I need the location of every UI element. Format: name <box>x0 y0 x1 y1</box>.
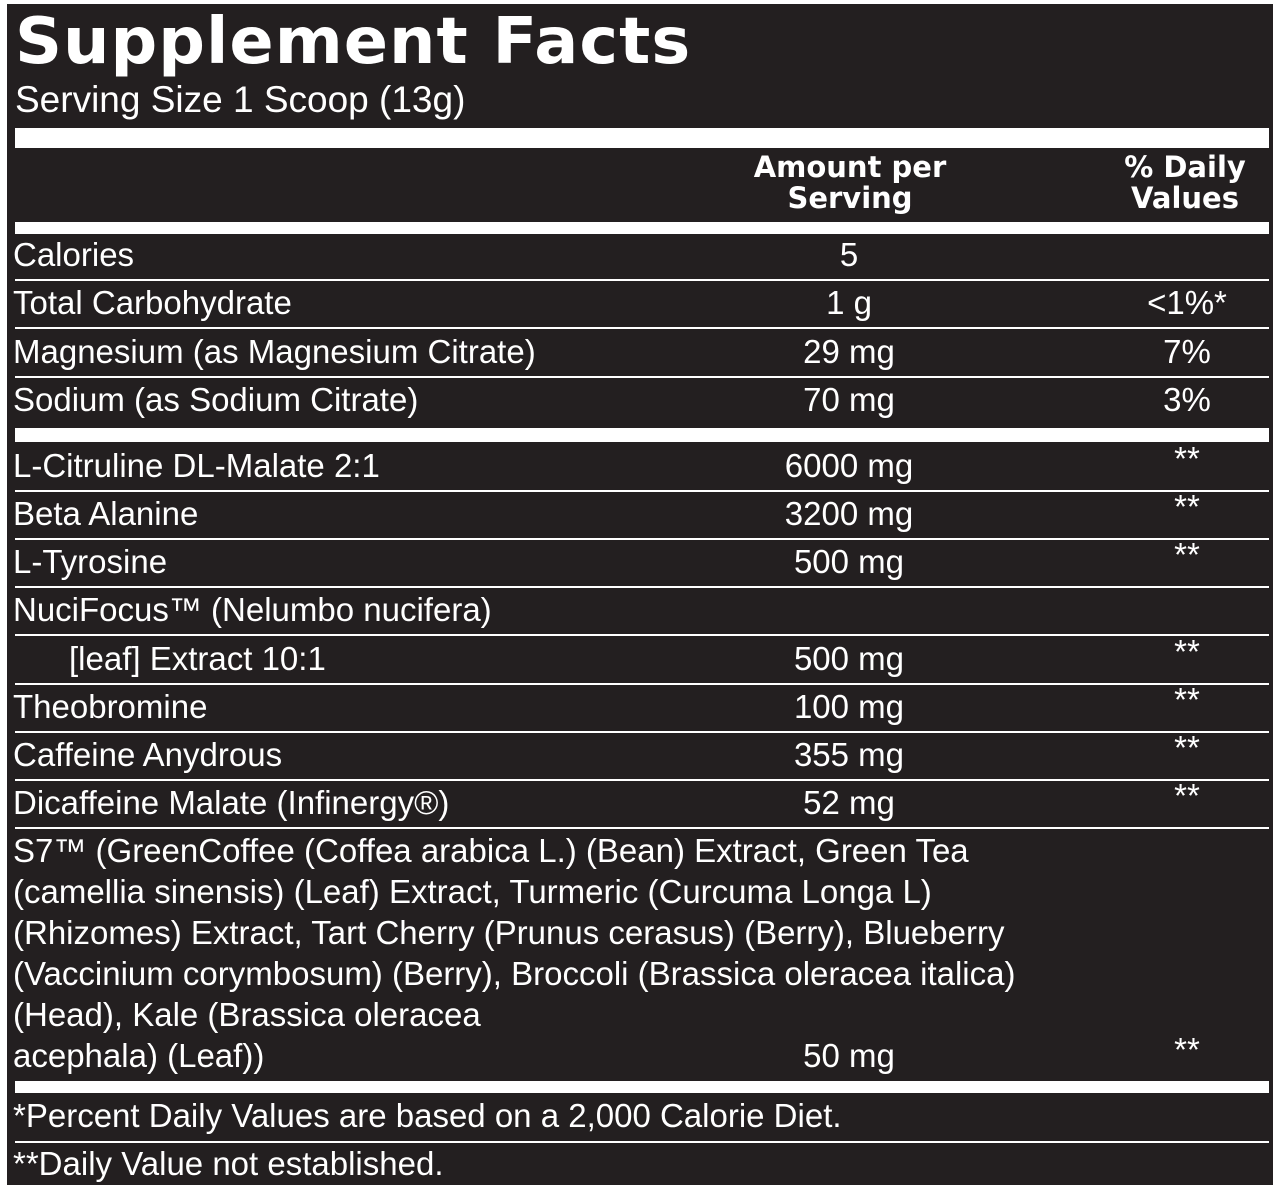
serving-size: Serving Size 1 Scoop (13g) <box>15 79 466 120</box>
ingredient-name: NuciFocus™ (Nelumbo nucifera) <box>13 591 492 628</box>
ingredient-daily-value: ** <box>1174 536 1200 573</box>
ingredient-amount: 3200 mg <box>784 495 914 532</box>
ingredient-amount: 52 mg <box>803 784 895 821</box>
ingredient-name: Caffeine Anydrous <box>13 736 283 773</box>
row-divider <box>15 586 1269 588</box>
header-amount-line2: Serving <box>787 181 913 215</box>
footnote-daily-values: *Percent Daily Values are based on a 2,000 Calorie Diet. <box>13 1097 842 1134</box>
header-daily-values <box>1075 152 1280 214</box>
blend-row <box>7 830 1273 1080</box>
ingredient-name: [leaf] Extract 10:1 <box>69 640 326 677</box>
ingredient-name: Theobromine <box>13 688 208 725</box>
nutrient-daily-value: 7% <box>1163 333 1211 370</box>
ingredient-daily-value: ** <box>1174 440 1200 477</box>
ingredient-name: L-Tyrosine <box>13 543 168 580</box>
ingredient-amount: 500 mg <box>793 543 905 580</box>
header-daily-line1: % Daily <box>1124 150 1246 184</box>
ingredient-amount: 100 mg <box>793 688 905 725</box>
nutrient-daily-value: 3% <box>1163 381 1211 418</box>
nutrient-amount: 29 mg <box>803 333 895 370</box>
header-daily-line2: Values <box>1131 181 1239 215</box>
panel-title: Supplement Facts <box>15 5 692 79</box>
nutrient-amount: 1 g <box>826 284 872 321</box>
thick-divider <box>15 1081 1269 1093</box>
row-divider <box>15 827 1269 829</box>
blend-amount: 50 mg <box>803 1037 895 1074</box>
blend-line: (Vaccinium corymbosum) (Berry), Broccoli (Brassica oleracea italica) <box>13 955 1016 992</box>
ingredient-amount: 6000 mg <box>784 447 914 484</box>
blend-line: S7™ (GreenCoffee (Coffea arabica L.) (Bean) Extract, Green Tea <box>13 832 969 869</box>
ingredient-daily-value: ** <box>1174 681 1200 718</box>
nutrient-daily-value: <1%* <box>1147 284 1227 321</box>
blend-line: (camellia sinensis) (Leaf) Extract, Turmeric (Curcuma Longa L) <box>13 873 932 910</box>
ingredient-name: L-Citruline DL-Malate 2:1 <box>13 447 380 484</box>
nutrient-amount: 70 mg <box>803 381 895 418</box>
row-divider <box>15 279 1269 281</box>
ingredient-amount: 500 mg <box>793 640 905 677</box>
ingredient-name: Beta Alanine <box>13 495 199 532</box>
nutrient-name: Calories <box>13 236 135 273</box>
ingredient-amount: 355 mg <box>793 736 905 773</box>
blend-line: (Head), Kale (Brassica oleracea <box>13 996 481 1033</box>
row-divider <box>15 376 1269 378</box>
supplement-facts-label <box>7 4 1273 1185</box>
nutrient-name: Sodium (as Sodium Citrate) <box>13 381 419 418</box>
row-divider <box>15 1141 1269 1143</box>
ingredient-daily-value: ** <box>1174 633 1200 670</box>
header-amount-per-serving <box>725 152 975 214</box>
footnote-not-established: **Daily Value not established. <box>13 1145 444 1182</box>
blend-line: (Rhizomes) Extract, Tart Cherry (Prunus cerasus) (Berry), Blueberry <box>13 914 1005 951</box>
nutrient-name: Magnesium (as Magnesium Citrate) <box>13 333 536 370</box>
header-amount-line1: Amount per <box>753 150 947 184</box>
nutrient-amount: 5 <box>839 236 859 273</box>
ingredient-name: Dicaffeine Malate (Infinergy®) <box>13 784 450 821</box>
nutrient-name: Total Carbohydrate <box>13 284 292 321</box>
ingredient-daily-value: ** <box>1174 729 1200 766</box>
thick-divider <box>15 222 1269 234</box>
thick-divider <box>15 128 1269 148</box>
blend-daily-value: ** <box>1174 1031 1200 1068</box>
ingredient-daily-value: ** <box>1174 488 1200 525</box>
row-divider <box>15 327 1269 329</box>
blend-line: acephala) (Leaf)) <box>13 1037 265 1074</box>
ingredient-daily-value: ** <box>1174 777 1200 814</box>
